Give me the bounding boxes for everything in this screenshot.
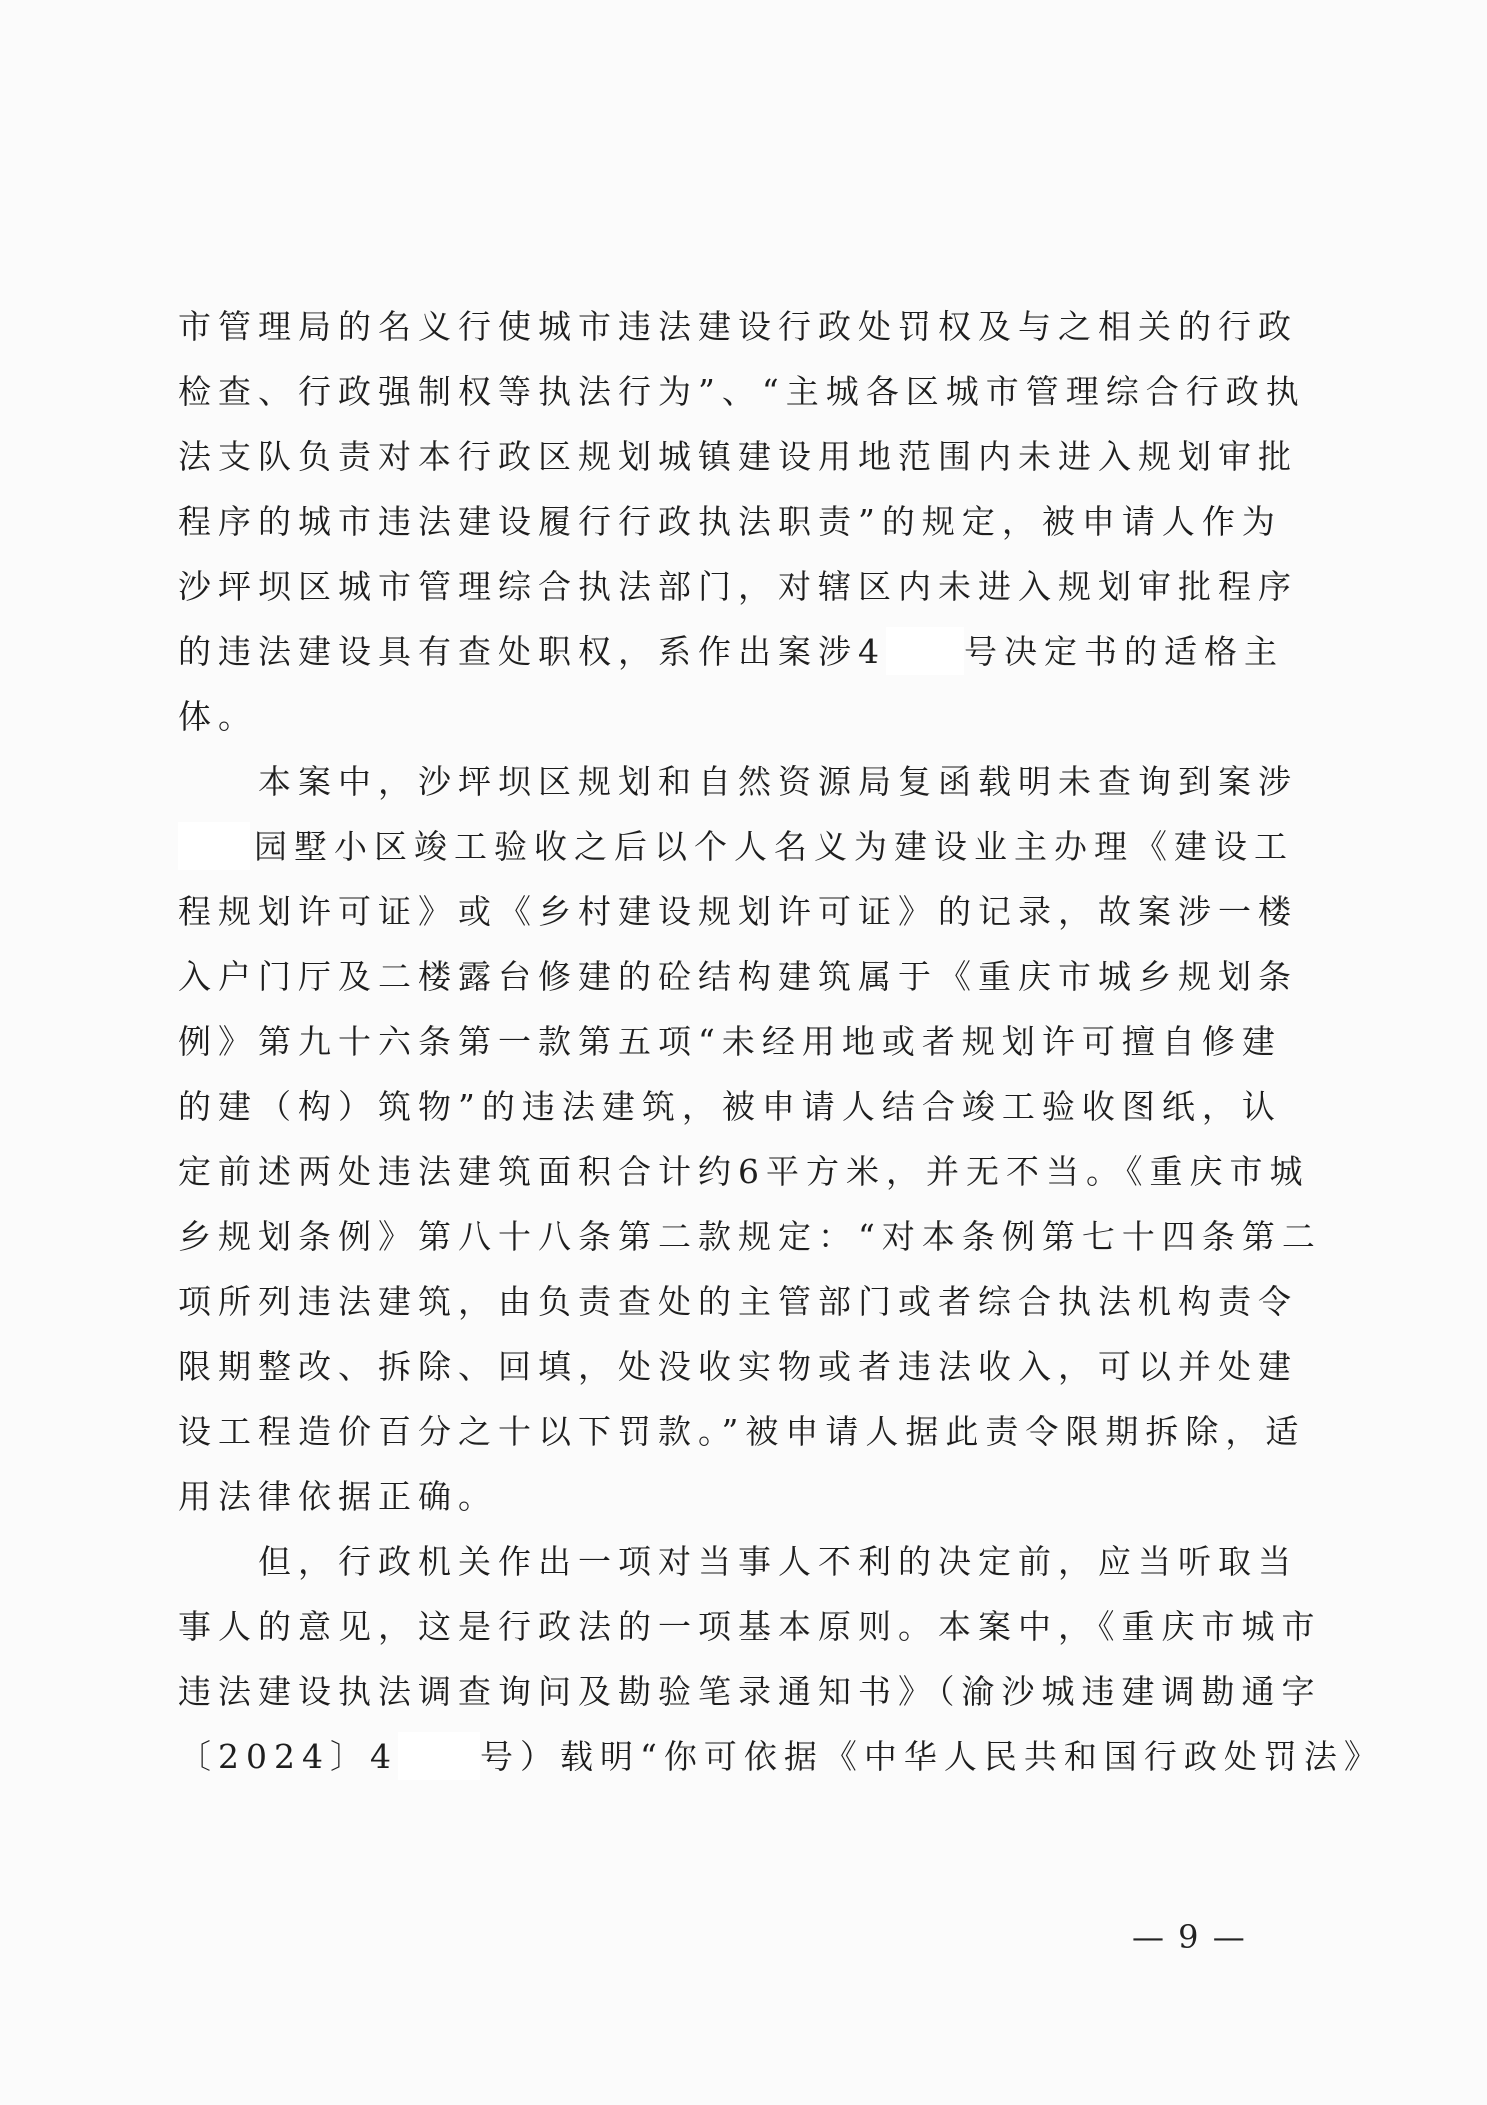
text-segment: 号）载明“你可依据《中华人民共和国行政处罚法》	[479, 1737, 1384, 1776]
text-line: 乡规划条例》第八十八条第二款规定：“对本条例第七十四条第二	[178, 1217, 1322, 1256]
redaction-block	[886, 627, 964, 675]
text-line: 检查、行政强制权等执法行为”、“主城各区城市管理综合行政执	[178, 372, 1306, 411]
text-segment: 园墅小区竣工验收之后以个人名义为建设业主办理《建设工	[254, 827, 1294, 866]
text-line: 市管理局的名义行使城市违法建设行政处罚权及与之相关的行政	[178, 307, 1298, 346]
document-body	[178, 294, 1384, 1789]
text-line: 入户门厅及二楼露台修建的砼结构建筑属于《重庆市城乡规划条	[178, 957, 1298, 996]
text-segment: 的违法建设具有查处职权，系作出案涉4	[178, 632, 886, 671]
text-line: 违法建设执法调查询问及勘验笔录通知书》（渝沙城违建调勘通字	[178, 1672, 1322, 1711]
text-line	[178, 619, 1284, 684]
text-line: 但，行政机关作出一项对当事人不利的决定前，应当听取当	[258, 1542, 1298, 1581]
paragraph-2	[178, 749, 1322, 1529]
text-line: 事人的意见，这是行政法的一项基本原则。本案中，《重庆市城市	[178, 1607, 1322, 1646]
text-line: 体。	[178, 697, 258, 736]
text-line: 程规划许可证》或《乡村建设规划许可证》的记录，故案涉一楼	[178, 892, 1298, 931]
page-number: — 9 —	[1132, 1918, 1247, 1956]
text-line	[178, 1724, 1384, 1789]
paragraph-3	[178, 1529, 1384, 1789]
text-line: 的建（构）筑物”的违法建筑，被申请人结合竣工验收图纸，认	[178, 1087, 1282, 1126]
text-line: 沙坪坝区城市管理综合执法部门，对辖区内未进入规划审批程序	[178, 567, 1298, 606]
paragraph-1	[178, 294, 1306, 749]
redaction-block	[398, 1732, 480, 1780]
redaction-block	[178, 822, 250, 870]
text-line	[178, 814, 1294, 879]
text-segment: 号决定书的适格主	[964, 632, 1284, 671]
text-line: 设工程造价百分之十以下罚款。”被申请人据此责令限期拆除，适	[178, 1412, 1306, 1451]
text-line: 定前述两处违法建筑面积合计约6平方米，并无不当。《重庆市城	[178, 1152, 1310, 1191]
text-segment: 〔2024〕4	[178, 1737, 398, 1776]
text-line: 本案中，沙坪坝区规划和自然资源局复函载明未查询到案涉	[258, 762, 1298, 801]
text-line: 法支队负责对本行政区规划城镇建设用地范围内未进入规划审批	[178, 437, 1298, 476]
text-line: 程序的城市违法建设履行行政执法职责”的规定，被申请人作为	[178, 502, 1282, 541]
text-line: 用法律依据正确。	[178, 1477, 498, 1516]
text-line: 例》第九十六条第一款第五项“未经用地或者规划许可擅自修建	[178, 1022, 1282, 1061]
text-line: 限期整改、拆除、回填，处没收实物或者违法收入，可以并处建	[178, 1347, 1298, 1386]
text-line: 项所列违法建筑，由负责查处的主管部门或者综合执法机构责令	[178, 1282, 1298, 1321]
